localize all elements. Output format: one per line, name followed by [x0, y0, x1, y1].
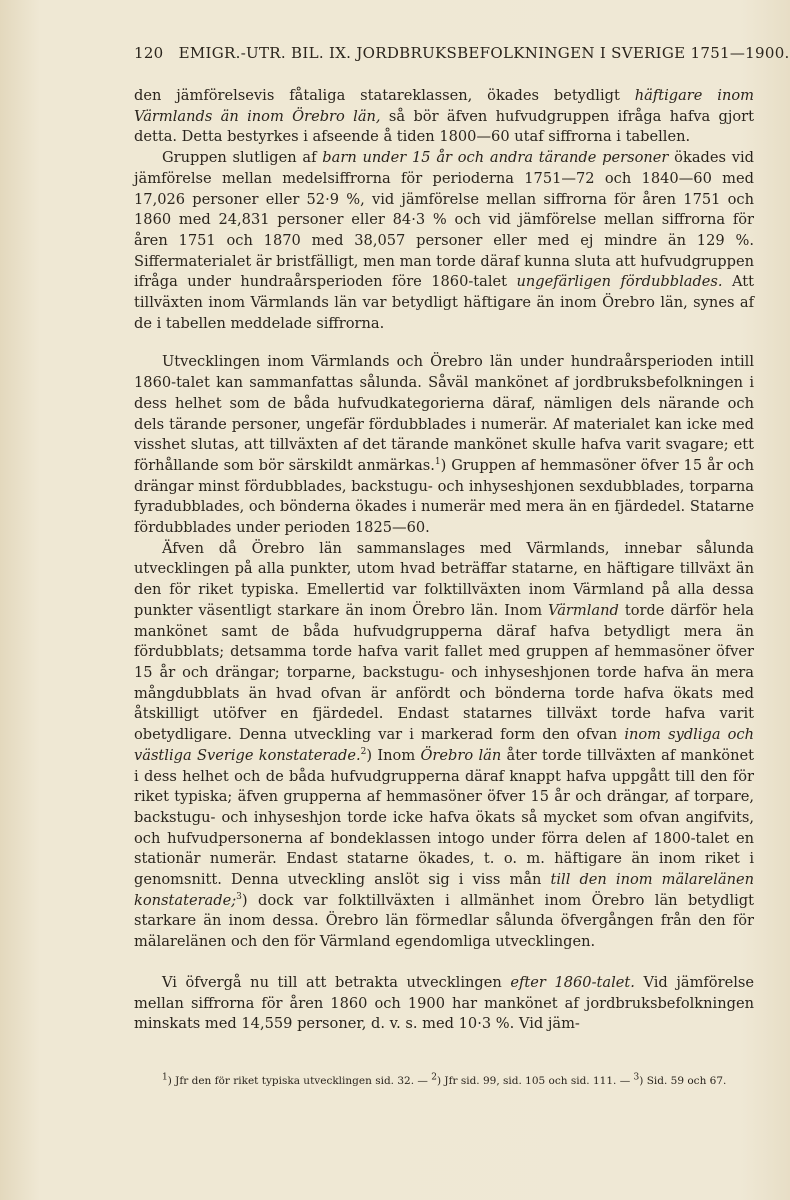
footnote-text: ) Jfr sid. 99, sid. 105 och sid. 111. — [436, 1075, 634, 1087]
italic-run: Värmland [548, 601, 619, 619]
paragraph-1 [134, 86, 754, 148]
text-run: den jämförelsevis fåtaliga statareklassen, ökades betydligt [134, 87, 635, 104]
text-run: ) Gruppen af hemmasöner öfver 15 år och drängar minst fördubblades, backstugu- och inhyseshjonen sexdubblades, torparna fyradubblades, och bönderna ökades i numerär med mera än en fjärdedel. Statarne fördubblades under perioden 1825—60. [134, 456, 755, 537]
page-header [134, 44, 790, 62]
text-run: ökades vid jämförelse mellan medelsiffrorna för perioderna 1751—72 och 1840—60 med 17,026 personer eller 52·9 %, vid jämförelse mellan siffrorna för åren 1751 och 1860 med 24,831 personer eller 84·3 % och vid jämförelse mellan siffrorna för åren 1751 och 1870 med 38,057 personer eller med ej mindre än 129 %. Siffermaterialet är bristfälligt, men man torde däraf kunna sluta att hufvudgruppen ifråga under hundraårsperioden före 1860-talet [134, 149, 755, 291]
paragraph-3 [134, 352, 754, 538]
running-title: EMIGR.-UTR. BIL. IX. JORDBRUKSBEFOLKNINGEN I SVERIGE 1751—1900. [178, 44, 790, 62]
footnote-text: ) Sid. 59 och 67. [639, 1075, 727, 1087]
page-number: 120 [134, 44, 164, 62]
italic-run: ungefärligen fördubblades. [516, 273, 723, 291]
text-run: så bör äfven hufvudgruppen ifråga hafva gjort detta. Detta bestyrkes i afseende å tiden 1800—60 utaf siffrorna i tabellen. [134, 107, 755, 146]
italic-run: barn under 15 år och andra tärande personer [322, 149, 669, 167]
text-run: Vid jämförelse mellan siffrorna för åren 1860 och 1900 har mankönet af jordbruksbefolkningen minskats med 14,559 personer, d. v. s. med 10·3 %. Vid jäm- [134, 973, 755, 1033]
text-run: torde därför hela mankönet samt de båda hufvudgrupperna däraf hafva betydligt mera än fördubblats; detsamma torde hafva varit fallet med gruppen af hemmasöner öfver 15 år och drängar; torparne, backstugu- och inhyseshjonen torde hafva än mera mångdubblats än hvad ofvan är anfördt och bönderna torde hafva ökats med åtskilligt utöfver en fjärdedel. Endast statarnes tillväxt torde hafva varit obetydligare. Denna utveckling var i markerad form den ofvan [134, 601, 754, 744]
text-run: Äfven då Örebro län sammanslages med Värmlands, innebar sålunda utvecklingen på alla punkter, utom hvad beträffar statarne, en häftigare tillväxt än den för riket typiska. Emellertid var folktillväxten inom Värmland på alla dessa punkter väsentligt starkare än inom Örebro län. Inom [134, 539, 754, 619]
text-run: Att tillväxten inom Värmlands län var betydligt häftigare än inom Örebro län, synes af de i tabellen meddelade siffrorna. [134, 273, 754, 332]
footnote-mark: 2 [431, 1072, 437, 1083]
text-run: Gruppen slutligen af [162, 149, 323, 167]
body-text [134, 86, 754, 1035]
paragraph-2 [134, 148, 754, 334]
italic-run: inom sydliga och västliga Sverige konstaterade. [134, 726, 755, 764]
text-run: Vi öfvergå nu till att betrakta utvecklingen [162, 973, 511, 991]
italic-run: häftigare inom Värmlands än inom Örebro län, [134, 87, 754, 125]
footnote-text: ) Jfr den för riket typiska utvecklingen sid. 32. — [167, 1075, 432, 1087]
text-run: åter torde tillväxten af mankönet i dess helhet och de båda hufvudgrupperna däraf knappt hafva uppgått till den för riket typiska; äfven grupperna af hemmasöner öfver 15 år och drängar, af torpare, backstugu- och inhyseshjon torde icke hafva ökats så mycket som ofvan angifvits, och hufvudpersonerna af bondeklassen intogo under förra delen af 1800-talet en stationär numerär. Endast statarne ökades, t. o. m. häftigare än inom riket i genomsnitt. Denna utveckling anslöt sig i viss mån [134, 746, 754, 889]
footnote-ref: 1 [434, 457, 441, 468]
text-run: ) Inom [366, 746, 421, 764]
footnote-ref: 2 [360, 746, 367, 757]
text-run: ) dock var folktillväxten i allmänhet inom Örebro län betydligt starkare än inom dessa. Örebro län förmedlar sålunda öfvergången från den för mälarelänen och den för Värmland egendomliga utvecklingen. [134, 891, 754, 951]
text-run: Utvecklingen inom Värmlands och Örebro län under hundraårsperioden intill 1860-talet kan sammanfattas sålunda. Såväl mankönet af jordbruksbefolkningen i dess helhet som de båda hufvudkategorierna däraf, nämligen dels närande och dels tärande personer, ungefär fördubblades i numerär. Af materialet kan icke med visshet slutas, att tillväxten af det tärande mankönet skulle hafva varit svagare; ett förhållande som bör särskildt anmärkas. [134, 353, 754, 474]
paragraph-4 [134, 539, 754, 953]
paragraph-5 [134, 973, 754, 1035]
italic-run: till den inom mälarelänen konstaterade; [134, 871, 754, 909]
footnote-ref: 3 [236, 891, 242, 902]
italic-run: efter 1860-talet. [510, 973, 635, 991]
italic-run: Örebro län [420, 746, 502, 764]
footnote-line [134, 1074, 754, 1088]
footnote-mark: 1 [162, 1072, 168, 1083]
footnote-mark: 3 [633, 1072, 640, 1083]
footnotes [134, 1074, 754, 1088]
